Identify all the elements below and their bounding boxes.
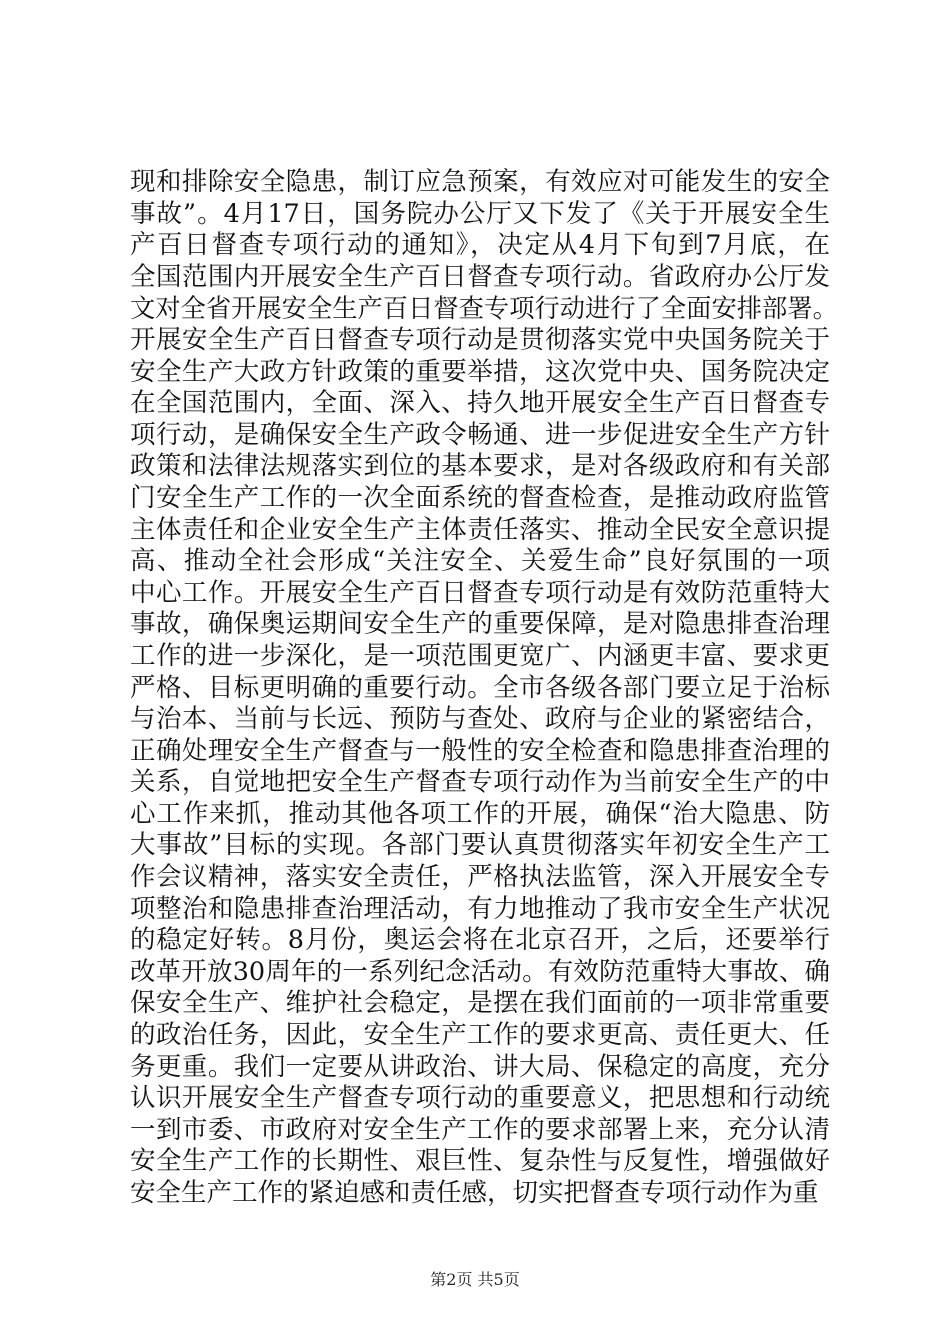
text-line: 项行动，是确保安全生产政令畅通、进一步促进安全生产方针 xyxy=(130,419,830,450)
text-line: 保安全生产、维护社会稳定，是摆在我们面前的一项非常重要 xyxy=(130,988,830,1019)
text-line: 安全生产工作的长期性、艰巨性、复杂性与反复性，增强做好 xyxy=(130,1146,830,1177)
text-line: 项整治和隐患排查治理活动，有力地推动了我市安全生产状况 xyxy=(130,893,830,924)
text-line: 改革开放30周年的一系列纪念活动。有效防范重特大事故、确 xyxy=(130,956,830,987)
text-line: 事故”。4月17日，国务院办公厅又下发了《关于开展安全生 xyxy=(130,198,830,229)
text-line: 作会议精神，落实安全责任，严格执法监管，深入开展安全专 xyxy=(130,862,830,893)
text-line: 关系，自觉地把安全生产督查专项行动作为当前安全生产的中 xyxy=(130,767,830,798)
text-line: 的稳定好转。8月份，奥运会将在北京召开，之后，还要举行 xyxy=(130,925,830,956)
text-line: 与治本、当前与长远、预防与查处、政府与企业的紧密结合， xyxy=(130,704,830,735)
text-line: 文对全省开展安全生产百日督查专项行动进行了全面安排部署。 xyxy=(130,294,838,324)
text-line: 主体责任和企业安全生产主体责任落实、推动全民安全意识提 xyxy=(130,514,830,545)
text-line: 政策和法律法规落实到位的基本要求，是对各级政府和有关部 xyxy=(130,451,830,482)
text-line: 务更重。我们一定要从讲政治、讲大局、保稳定的高度，充分 xyxy=(130,1051,830,1082)
text-line: 现和排除安全隐患，制订应急预案，有效应对可能发生的安全 xyxy=(130,167,830,197)
text-line: 高、推动全社会形成“关注安全、关爱生命”良好氛围的一项 xyxy=(130,546,830,577)
page-footer: 第2页 共5页 xyxy=(430,1270,520,1289)
text-line: 心工作来抓，推动其他各项工作的开展，确保“治大隐患、防 xyxy=(130,798,830,829)
text-line: 在全国范围内，全面、深入、持久地开展安全生产百日督查专 xyxy=(130,388,830,419)
text-line: 的政治任务，因此，安全生产工作的要求更高、责任更大、任 xyxy=(130,1020,830,1051)
text-line: 大事故”目标的实现。各部门要认真贯彻落实年初安全生产工 xyxy=(130,830,830,861)
text-line: 门安全生产工作的一次全面系统的督查检查，是推动政府监管 xyxy=(130,482,830,513)
text-line: 产百日督查专项行动的通知》，决定从4月下旬到7月底，在 xyxy=(130,230,830,261)
text-line: 一到市委、市政府对安全生产工作的要求部署上来，充分认清 xyxy=(130,1114,830,1145)
text-line: 严格、目标更明确的重要行动。全市各级各部门要立足于治标 xyxy=(130,672,830,703)
text-line: 正确处理安全生产督查与一般性的安全检查和隐患排查治理的 xyxy=(130,735,830,766)
text-line: 中心工作。开展安全生产百日督查专项行动是有效防范重特大 xyxy=(130,577,830,608)
text-line: 全国范围内开展安全生产百日督查专项行动。省政府办公厅发 xyxy=(130,261,830,292)
body-text xyxy=(130,167,838,1210)
text-line: 安全生产工作的紧迫感和责任感，切实把督查专项行动作为重 xyxy=(130,1178,819,1208)
text-line: 认识开展安全生产督查专项行动的重要意义，把思想和行动统 xyxy=(130,1083,830,1114)
text-line: 安全生产大政方针政策的重要举措，这次党中央、国务院决定 xyxy=(130,356,830,387)
text-line: 工作的进一步深化，是一项范围更宽广、内涵更丰富、要求更 xyxy=(130,640,830,671)
text-line: 事故，确保奥运期间安全生产的重要保障，是对隐患排查治理 xyxy=(130,609,830,640)
text-line: 开展安全生产百日督查专项行动是贯彻落实党中央国务院关于 xyxy=(130,324,830,355)
